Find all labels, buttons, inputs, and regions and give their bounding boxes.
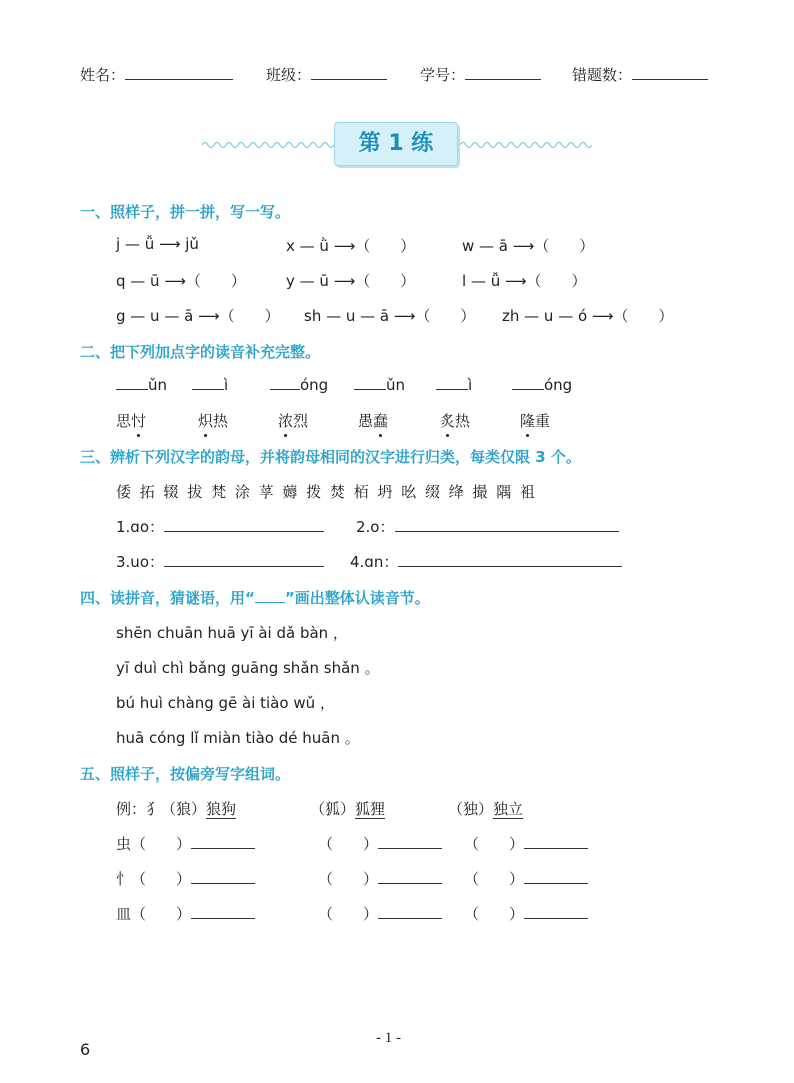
s2-final-5: ì [468,376,473,394]
s5-row-3-col-1[interactable]: 皿（ ） [116,903,255,924]
s1-item-2-2[interactable]: y — ū ⟶（ ） [286,272,416,290]
s3-char-list: 倭 拓 辍 拔 梵 涂 莩 薅 拨 焚 栢 坍 吆 缀 绛 撮 隅 袓 [116,483,538,501]
s2-final-3: óng [300,376,329,394]
s5-row-3-col-3[interactable]: （ ） [464,903,588,924]
dotted-char: 隆 [520,412,536,430]
number-label: 学号： [420,66,466,84]
class-blank[interactable] [311,65,387,80]
name-blank[interactable] [125,65,233,80]
s2-blank-1[interactable] [116,377,148,390]
s1-item-2-1[interactable]: q — ū ⟶（ ） [116,272,246,290]
section3-heading: 三、辨析下列汉字的韵母，并将韵母相同的汉字进行归类，每类仅限 3 个。 [80,448,581,466]
name-label: 姓名： [80,66,126,84]
s3-blank-1[interactable] [164,519,324,532]
s5-blank[interactable] [524,871,588,884]
section2-heading: 二、把下列加点字的读音补充完整。 [80,343,321,361]
s2-word-5: 炙热 [440,412,471,430]
s2-final-1: ǔn [148,376,168,394]
s5-blank[interactable] [378,871,442,884]
s2-blank-4[interactable] [354,377,386,390]
dotted-char: 忖 [131,412,147,430]
s3-blank-2[interactable] [395,519,619,532]
s1-item-2-3[interactable]: l — ǚ ⟶（ ） [462,272,587,290]
s5-row-1-col-3[interactable]: （ ） [464,833,588,854]
s1-item-3-1[interactable]: g — u — ā ⟶（ ） [116,307,280,325]
section1-heading: 一、照样子，拼一拼，写一写。 [80,203,291,221]
riddle-line-2[interactable]: yī duì chì bǎng guāng shǎn shǎn 。 [116,659,380,677]
s3-cat-1[interactable]: 1.ɑo： [116,516,324,537]
s3-cat-3[interactable]: 3.uo： [116,551,324,572]
s5-example-1: 例：犭（狼）狼狗 [116,800,237,818]
errors-label: 错题数： [572,66,633,84]
s5-row-3-col-2[interactable]: （ ） [318,903,442,924]
s2-final-2: ì [224,376,229,394]
s2-final-6: óng [544,376,573,394]
s5-row-1-col-2[interactable]: （ ） [318,833,442,854]
s5-row-2-col-1[interactable]: 忄（ ） [116,868,255,889]
s2-pinyin-2[interactable] [192,376,228,394]
s2-final-4: ǔn [386,376,406,394]
s2-blank-2[interactable] [192,377,224,390]
s3-cat-2[interactable]: 2.o： [356,516,619,537]
s2-pinyin-3[interactable] [270,376,328,394]
dotted-char: 炙 [440,412,456,430]
s2-word-4: 愚蠢 [358,412,389,430]
s3-cat-4[interactable]: 4.ɑn： [350,551,622,572]
s5-blank[interactable] [191,836,255,849]
page-number-left: 6 [80,1040,91,1059]
errors-blank[interactable] [632,65,708,80]
s5-row-2-col-3[interactable]: （ ） [464,868,588,889]
s2-word-2: 炽热 [198,412,229,430]
s5-row-2-col-2[interactable]: （ ） [318,868,442,889]
s2-pinyin-6[interactable] [512,376,572,394]
riddle-line-3[interactable]: bú huì chàng gē ài tiào wǔ ， [116,694,335,712]
title-banner [334,122,458,166]
section4-heading: 四、读拼音，猜谜语，用“ ”画出整体认读音节。 [80,589,430,607]
s1-item-1-2[interactable]: x — ǜ ⟶（ ） [286,237,416,255]
s3-blank-3[interactable] [164,554,324,567]
s5-row-1-col-1[interactable]: 虫（ ） [116,833,255,854]
dotted-char: 蠢 [373,412,389,430]
s1-item-1-3[interactable]: w — ā ⟶（ ） [462,237,595,255]
s5-blank[interactable] [524,836,588,849]
class-label: 班级： [266,66,312,84]
s2-pinyin-4[interactable] [354,376,405,394]
class-field[interactable] [266,64,387,85]
riddle-line-1[interactable]: shēn chuān huā yī ài dǎ bàn ， [116,624,348,642]
s5-blank[interactable] [378,836,442,849]
errors-field[interactable] [572,64,708,85]
dotted-char: 浓 [278,412,294,430]
name-field[interactable] [80,64,233,85]
section5-heading: 五、照样子，按偏旁写字组词。 [80,765,291,783]
s2-pinyin-1[interactable] [116,376,167,394]
dotted-char: 炽 [198,412,214,430]
s1-item-3-2[interactable]: sh — u — ā ⟶（ ） [304,307,476,325]
s2-word-6: 隆重 [520,412,551,430]
s5-blank[interactable] [191,906,255,919]
s5-example-2: （狐）狐狸 [310,800,386,818]
s5-blank[interactable] [378,906,442,919]
s2-word-1: 思忖 [116,412,147,430]
s3-blank-4[interactable] [398,554,622,567]
s1-item-1-1: j — ǚ ⟶ jǔ [116,235,199,253]
s5-blank[interactable] [191,871,255,884]
number-blank[interactable] [465,65,541,80]
number-field[interactable] [420,64,541,85]
riddle-line-4[interactable]: huā cóng lǐ miàn tiào dé huān 。 [116,729,360,747]
s2-blank-5[interactable] [436,377,468,390]
page-number-center: - 1 - [376,1030,401,1046]
s5-blank[interactable] [524,906,588,919]
s1-item-3-3[interactable]: zh — u — ó ⟶（ ） [502,307,674,325]
s2-blank-6[interactable] [512,377,544,390]
s5-example-3: （独）独立 [448,800,524,818]
s2-pinyin-5[interactable] [436,376,472,394]
s2-word-3: 浓烈 [278,412,309,430]
page-title: 第 1 练 [358,131,434,156]
s2-blank-3[interactable] [270,377,300,390]
underline-sample [255,590,285,603]
